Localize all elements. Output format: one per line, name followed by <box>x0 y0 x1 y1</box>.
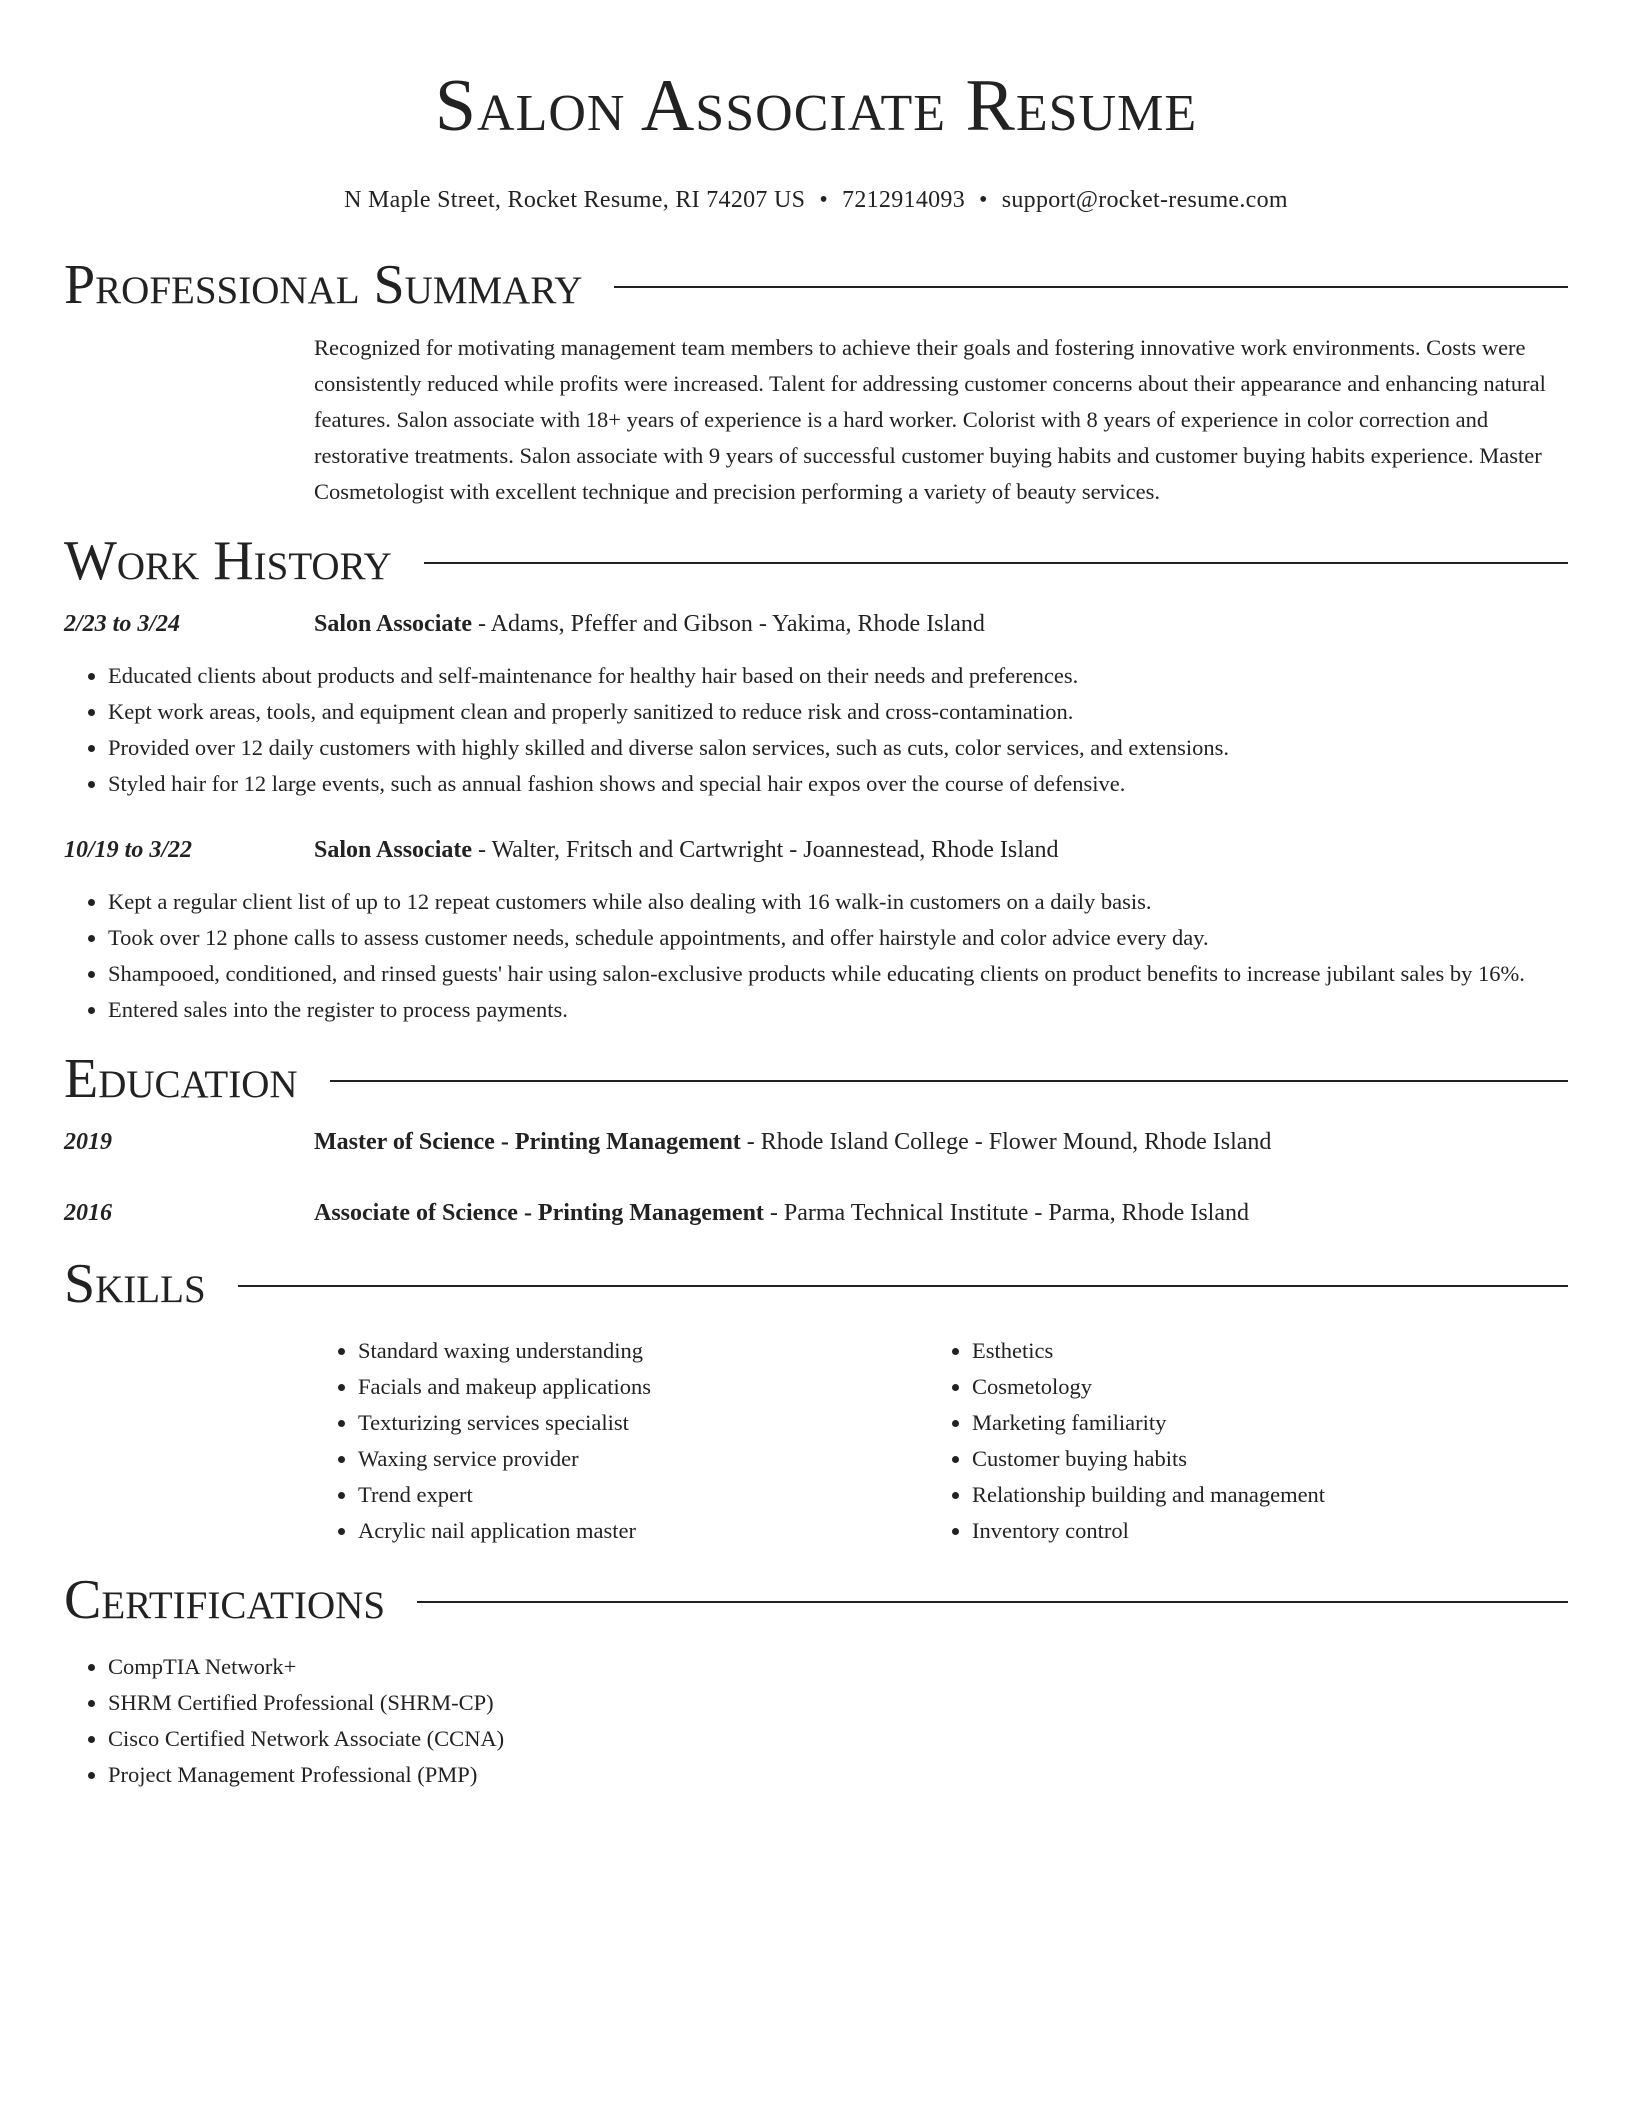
skill-item: • Marketing familiarity <box>972 1405 1542 1441</box>
education-details: - Parma Technical Institute - Parma, Rhode Island <box>763 1200 1249 1226</box>
job-header <box>64 832 1568 868</box>
skills-section <box>64 1251 1568 1549</box>
certification-item: • Project Management Professional (PMP) <box>108 1757 1568 1793</box>
job-bullet: • Educated clients about products and self-maintenance for healthy hair based on their needs and preferences. <box>108 658 1568 694</box>
job-bullet: • Styled hair for 12 large events, such as annual fashion shows and special hair expos over the course of defensive. <box>108 766 1568 802</box>
section-title: Professional Summary <box>64 254 583 316</box>
resume-header <box>64 60 1568 216</box>
resume-title: Salon Associate Resume <box>434 65 1198 147</box>
work-history-section <box>64 528 1568 1028</box>
section-divider <box>614 286 1568 288</box>
contact-phone: 7212914093 <box>842 187 966 213</box>
contact-separator: • <box>819 187 829 213</box>
education-section <box>64 1046 1568 1231</box>
education-details: - Rhode Island College - Flower Mound, Rhode Island <box>740 1129 1272 1155</box>
section-header <box>64 252 1568 318</box>
section-title: Skills <box>64 1253 206 1315</box>
certifications-list <box>64 1649 1568 1793</box>
education-entry <box>64 1195 1568 1231</box>
job-title-line <box>314 832 1059 868</box>
skill-item: • Waxing service provider <box>358 1441 928 1477</box>
certification-item: • SHRM Certified Professional (SHRM-CP) <box>108 1685 1568 1721</box>
skill-item: • Inventory control <box>972 1513 1542 1549</box>
job-bullet: • Shampooed, conditioned, and rinsed guests' hair using salon-exclusive products while educating clients on product benefits to increase jubilant sales by 16%. <box>108 956 1568 992</box>
section-title: Education <box>64 1048 298 1110</box>
skills-column-right <box>928 1333 1542 1549</box>
contact-separator: • <box>979 187 988 213</box>
job-entry <box>64 832 1568 1028</box>
skill-item: • Acrylic nail application master <box>358 1513 928 1549</box>
education-entry <box>64 1124 1568 1160</box>
job-bullet: • Kept a regular client list of up to 12 repeat customers while also dealing with 16 walk-in customers on a daily basis. <box>108 884 1568 920</box>
section-header <box>64 1251 1568 1317</box>
education-year: 2019 <box>64 1129 112 1155</box>
skill-item: • Trend expert <box>358 1477 928 1513</box>
skill-item: • Esthetics <box>972 1333 1542 1369</box>
job-bullets <box>64 884 1568 1028</box>
section-header <box>64 528 1568 594</box>
section-divider <box>238 1285 1568 1287</box>
job-bullets <box>64 658 1568 802</box>
summary-text: Recognized for motivating management team members to achieve their goals and fostering innovative work environments. Costs were consistently reduced while profits were increased. Talent for addressing customer concerns about their appearance and enhancing natural features. Salon associate with 18+ years of experience is a hard worker. Colorist with 8 years of experience in color correction and restorative treatments. Salon associate with 9 years of successful customer buying habits and customer buying habits experience. Master Cosmetologist with excellent technique and precision performing a variety of beauty services. <box>314 335 1546 504</box>
section-header <box>64 1567 1568 1633</box>
job-details: - Adams, Pfeffer and Gibson - Yakima, Rhode Island <box>472 611 985 637</box>
section-header <box>64 1046 1568 1112</box>
certification-item: • Cisco Certified Network Associate (CCNA) <box>108 1721 1568 1757</box>
job-dates: 10/19 to 3/22 <box>64 837 193 863</box>
summary-section <box>64 252 1568 510</box>
job-title-line <box>314 606 985 642</box>
skills-column-left <box>314 1333 928 1549</box>
skill-item: • Cosmetology <box>972 1369 1542 1405</box>
skill-item: • Standard waxing understanding <box>358 1333 928 1369</box>
education-line <box>314 1124 1271 1160</box>
contact-line <box>64 184 1568 216</box>
job-bullet: • Provided over 12 daily customers with highly skilled and diverse salon services, such as cuts, color services, and extensions. <box>108 730 1568 766</box>
job-bullet: • Kept work areas, tools, and equipment clean and properly sanitized to reduce risk and cross-contamination. <box>108 694 1568 730</box>
education-line <box>314 1195 1249 1231</box>
section-divider <box>330 1080 1568 1082</box>
section-divider <box>424 562 1568 564</box>
education-degree: Master of Science - Printing Management <box>314 1129 741 1155</box>
skill-item: • Texturizing services specialist <box>358 1405 928 1441</box>
section-title: Certifications <box>64 1569 386 1631</box>
certification-item: • CompTIA Network+ <box>108 1649 1568 1685</box>
job-role: Salon Associate <box>314 837 473 863</box>
job-bullet: • Took over 12 phone calls to assess customer needs, schedule appointments, and offer hairstyle and color advice every day. <box>108 920 1568 956</box>
skill-item: • Customer buying habits <box>972 1441 1542 1477</box>
education-year: 2016 <box>64 1200 112 1226</box>
job-entry <box>64 606 1568 802</box>
contact-email[interactable]: support@rocket-resume.com <box>1001 187 1288 213</box>
job-header <box>64 606 1568 642</box>
skill-item: • Relationship building and management <box>972 1477 1542 1513</box>
section-divider <box>417 1601 1568 1603</box>
section-title: Work History <box>64 530 392 592</box>
job-bullet: • Entered sales into the register to process payments. <box>108 992 1568 1028</box>
job-dates: 2/23 to 3/24 <box>64 611 181 637</box>
education-degree: Associate of Science - Printing Management <box>314 1200 764 1226</box>
skill-item: • Facials and makeup applications <box>358 1369 928 1405</box>
job-role: Salon Associate <box>314 611 473 637</box>
skills-grid <box>314 1317 1568 1549</box>
job-details: - Walter, Fritsch and Cartwright - Joannestead, Rhode Island <box>472 837 1059 863</box>
certifications-section <box>64 1567 1568 1793</box>
contact-address: N Maple Street, Rocket Resume, RI 74207 US <box>344 187 806 213</box>
